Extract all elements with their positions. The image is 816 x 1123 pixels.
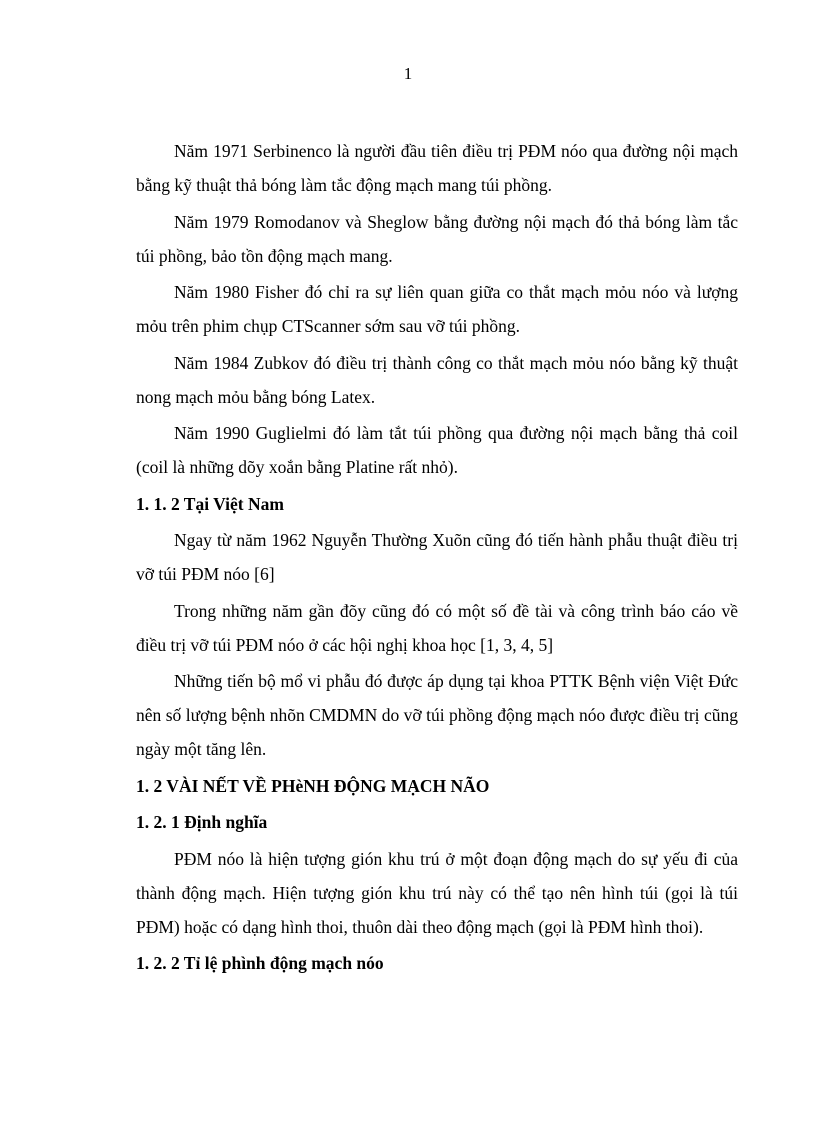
paragraph-definition: PĐM nóo là hiện tượng gión khu trú ở một đoạn động mạch do sự yếu đi của thành động mạch. Hiện tượng gión khu trú này có thể tạo nên hình túi (gọi là túi PĐM) hoặc có dạng hình thoi, thuôn dài theo động mạch (gọi là PĐM hình thoi). — [136, 848, 738, 937]
heading-1-1-2: 1. 1. 2 Tại Việt Nam — [136, 493, 284, 514]
paragraph-serbinenco-1971: Năm 1971 Serbinenco là người đầu tiên điều trị PĐM nóo qua đường nội mạch bằng kỹ thuật thả bóng làm tắc động mạch mang túi phồng. — [136, 141, 738, 195]
paragraph-nguyen-thuong-xuon: Ngay từ năm 1962 Nguyễn Thường Xuõn cũng đó tiến hành phẫu thuật điều trị vỡ túi PĐM nóo [6] — [136, 530, 738, 584]
paragraph-fisher-1980: Năm 1980 Fisher đó chỉ ra sự liên quan giữa co thắt mạch mỏu nóo và lượng mỏu trên phim chụp CTScanner sớm sau vỡ túi phồng. — [136, 282, 738, 336]
heading-1-2-2: 1. 2. 2 Tỉ lệ phình động mạch nóo — [136, 953, 384, 973]
heading-1-2-1: 1. 2. 1 Định nghĩa — [136, 812, 268, 832]
heading-1-2: 1. 2 VÀI NẾT VỀ PHèNH ĐỘNG MẠCH NÃO — [136, 775, 490, 796]
paragraph-romodanov-1979: Năm 1979 Romodanov và Sheglow bằng đường nội mạch đó thả bóng làm tắc túi phồng, bảo tồn động mạch mang. — [136, 211, 738, 266]
paragraph-microsurgery-progress: Những tiến bộ mổ vi phẫu đó được áp dụng tại khoa PTTK Bệnh viện Việt Đức nên số lượng bệnh nhõn CMDMN do vỡ túi phồng động mạch nóo được điều trị cũng ngày một tăng lên. — [136, 671, 738, 759]
page-number: 1 — [403, 64, 413, 83]
paragraph-zubkov-1984: Năm 1984 Zubkov đó điều trị thành công co thắt mạch mỏu nóo bằng kỹ thuật nong mạch mỏu bằng bóng Latex. — [136, 352, 738, 407]
document-body — [136, 134, 738, 983]
paragraph-guglielmi-1990: Năm 1990 Guglielmi đó làm tắt túi phồng qua đường nội mạch bằng thả coil (coil là những dõy xoắn bằng Platine rất nhỏ). — [136, 423, 738, 477]
paragraph-recent-studies: Trong những năm gần đõy cũng đó có một số đề tài và công trình báo cáo về điều trị vỡ túi PĐM nóo ở các hội nghị khoa học [1, 3, 4, 5] — [136, 600, 738, 655]
